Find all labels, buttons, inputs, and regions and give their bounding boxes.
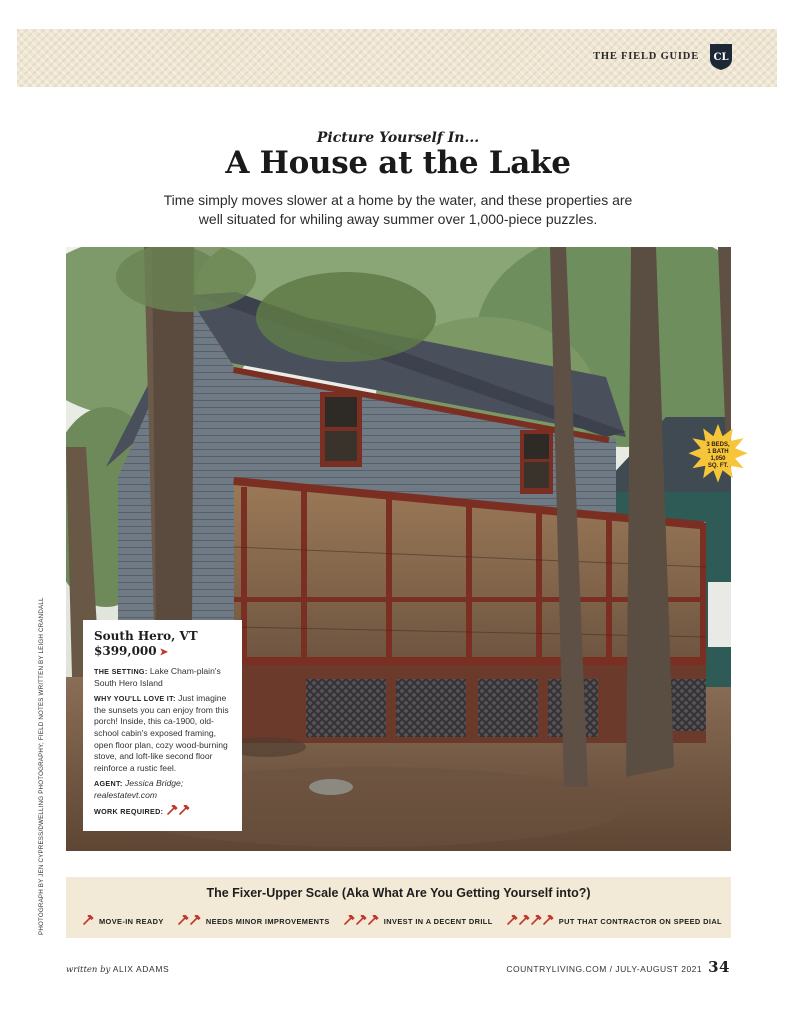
cl-badge-icon [709, 43, 733, 71]
listing-work-required: WORK REQUIRED: [94, 805, 231, 819]
listing-location: South Hero, VT [94, 629, 198, 643]
scale-item [343, 912, 493, 930]
scale-item [177, 912, 330, 930]
scale-legend [82, 912, 722, 930]
listing-card [83, 620, 242, 831]
burst-line-4: SQ. FT. [707, 463, 729, 469]
scale-item [82, 912, 164, 930]
scale-item-label: MOVE-IN READY [99, 916, 164, 926]
burst-line-3: 1,050 [710, 456, 726, 462]
scale-item-label: NEEDS MINOR IMPROVEMENTS [205, 916, 330, 926]
svg-text:CL: CL [713, 52, 729, 63]
folio-source: COUNTRYLIVING.COM / JULY-AUGUST 2021 [506, 964, 703, 974]
scale-item [506, 912, 722, 930]
work-hammers-icon [166, 805, 190, 819]
listing-agent: AGENT: Jessica Bridge; realestatevt.com [94, 778, 184, 800]
header-band [17, 29, 777, 87]
listing-love: WHY YOU'LL LOVE IT: Just imagine the sunsets you can enjoy from this porch! Inside, this ca-1900, old-school cabin's exposed framing, open floor plan, cozy wood-burning stove, and loft-like second floor reinforce a rustic feel. [94, 693, 229, 773]
page-number: 34 [708, 958, 730, 976]
hammer-icon [177, 912, 201, 930]
hammer-icon [343, 912, 379, 930]
dek: Time simply moves slower at a home by the water, and these properties are well situated for whiling away summer over 1,000-piece puzzles. [163, 192, 633, 227]
listing-setting: THE SETTING: Lake Cham-plain's South Hero Island [94, 666, 221, 688]
section-label: THE FIELD GUIDE [593, 51, 699, 62]
arrow-icon: ➤ [159, 647, 169, 658]
scale-item-label: PUT THAT CONTRACTOR ON SPEED DIAL [558, 916, 722, 926]
hammer-icon [506, 912, 554, 930]
listing-price: $399,000 ➤ [94, 644, 169, 658]
stats-burst-icon [688, 424, 748, 484]
kicker: Picture Yourself In... [316, 130, 480, 146]
scale-item-label: INVEST IN A DECENT DRILL [383, 916, 493, 926]
byline: written by ALIX ADAMS [66, 964, 170, 975]
burst-line-2: 1 BATH [707, 449, 729, 455]
headline: A House at the Lake [225, 145, 571, 181]
fixer-upper-scale [66, 877, 731, 938]
burst-line-1: 3 BEDS, [706, 442, 730, 448]
photo-credit: PHOTOGRAPH BY JEN CYPRESS/DWELLING PHOTOGRAPHY; FIELD NOTES WRITTEN BY LEIGH CRANDALL [38, 597, 45, 935]
scale-title: The Fixer-Upper Scale (Aka What Are You Getting Yourself into?) [206, 886, 591, 900]
hammer-icon [82, 912, 94, 930]
folio [506, 958, 730, 976]
